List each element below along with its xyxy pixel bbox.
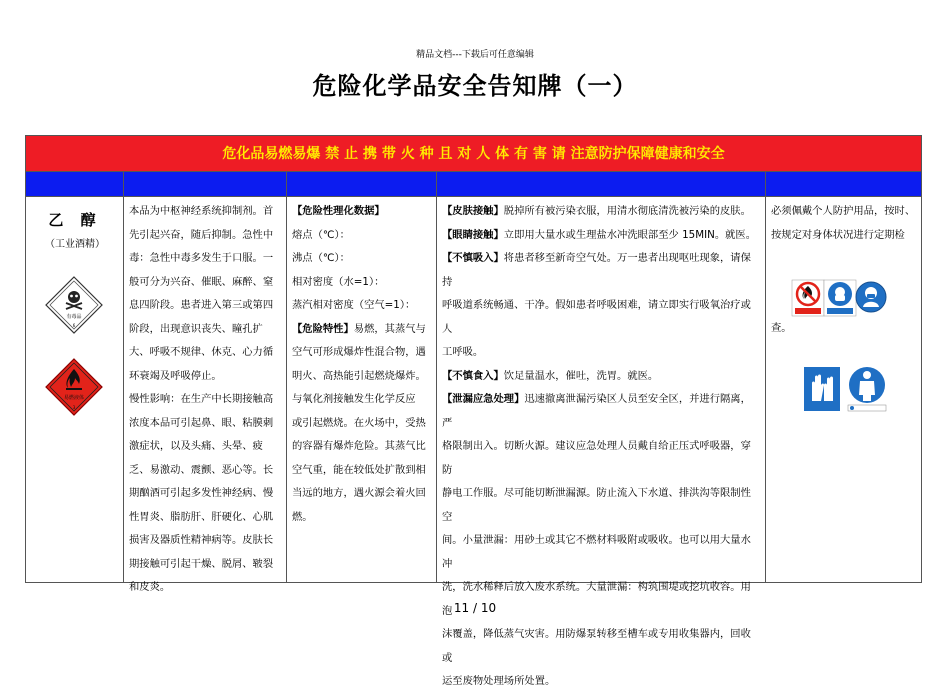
health-line: 浓度本品可引起鼻、眼、粘膜刺 xyxy=(129,416,274,429)
leak-text: 间。小量泄漏：用砂土或其它不燃材料吸附或吸收。也可以用大量水冲 xyxy=(442,534,751,570)
header-cell-2 xyxy=(124,172,287,197)
wear-mask-sign-icon xyxy=(824,280,856,316)
wear-respirator-sign-icon xyxy=(854,280,888,314)
health-line: 本品为中枢神经系统抑制剂。首 xyxy=(129,205,274,217)
wear-protective-suit-sign-icon xyxy=(844,365,890,413)
protection-line: 按规定对身体状况进行定期检 xyxy=(771,228,905,241)
health-hazard-cell xyxy=(124,197,287,593)
health-line: 大、呼吸不规律、休克、心力循 xyxy=(129,346,274,358)
hazard-property-line: 与氧化剂接触发生化学反应 xyxy=(292,393,416,405)
health-line: 阶段，出现意识丧失、瞳孔扩 xyxy=(129,322,263,335)
skin-contact-heading: 【皮肤接触】 xyxy=(442,205,504,217)
flammable-sign-icon xyxy=(44,357,104,417)
hazard-property-line: 空气可形成爆炸性混合物，遇 xyxy=(292,346,426,358)
protection-tail: 查。 xyxy=(771,322,792,334)
health-line: 慢性影响：在生产中长期接触高 xyxy=(129,393,274,405)
chemical-name: 乙 醇 xyxy=(48,211,102,229)
hazard-property-line: 燃。 xyxy=(292,510,313,523)
health-line: 和皮炎。 xyxy=(129,581,171,593)
toxic-sign-label: 有毒品 xyxy=(66,314,82,320)
leak-heading: 【泄漏应急处理】 xyxy=(442,393,525,405)
protection-line: 必须佩戴个人防护用品，按时、 xyxy=(771,205,916,217)
hazard-property-line: 空气重，能在较低处扩散到相 xyxy=(292,463,426,476)
leak-text: 格限制出入。切断火源。建议应急处理人员戴自给正压式呼吸器，穿防 xyxy=(442,440,751,476)
hazard-property-line: 或引起燃烧。在火场中，受热 xyxy=(292,416,426,429)
svg-text:6: 6 xyxy=(72,323,76,328)
physchem-line: 蒸汽相对密度（空气=1）： xyxy=(292,299,416,311)
health-line: 般可分为兴奋、催眠、麻醉、窒 xyxy=(129,275,274,288)
eye-contact-text: 立即用大量水或生理盐水冲洗眼部至少 15MIN。就医。 xyxy=(503,228,757,241)
eye-contact-heading: 【眼睛接触】 xyxy=(442,228,504,241)
physchem-data-heading: 【危险性理化数据】 xyxy=(292,205,385,217)
leak-text: 运至废物处理场所处置。 xyxy=(442,675,556,687)
header-cell-5 xyxy=(766,172,921,197)
leak-text: 洗，洗水稀释后放入废水系统。大量泄漏：构筑围堤或挖坑收容。用泡 xyxy=(442,581,751,617)
hazard-property-line: 当远的地方，遇火源会着火回 xyxy=(292,487,426,499)
leak-text: 静电工作服。尽可能切断泄漏源。防止流入下水道、排洪沟等限制性空 xyxy=(442,487,751,523)
wear-gloves-sign-icon xyxy=(804,367,840,411)
header-cell-3 xyxy=(287,172,437,197)
inhalation-heading: 【不慎吸入】 xyxy=(442,252,504,264)
svg-text:3: 3 xyxy=(72,405,76,410)
physchem-line: 相对密度（水=1）： xyxy=(292,275,385,288)
flammable-sign-label: 易燃液体 xyxy=(63,395,85,401)
health-line: 损害及器质性精神病等。皮肤长 xyxy=(129,534,274,546)
page-number: 11 / 10 xyxy=(453,601,497,615)
inhalation-text: 将患者移至新奇空气处。万一患者出现呕吐现象，请保持 xyxy=(442,252,751,288)
header-cell-1 xyxy=(26,172,124,197)
protection-cell xyxy=(766,197,921,582)
health-line: 毒：急性中毒多发生于口服。一 xyxy=(129,252,274,264)
health-line: 激症状，以及头痛、头晕、疲 xyxy=(129,440,263,452)
hazard-property-line: 的容器有爆炸危险。其蒸气比 xyxy=(292,440,426,452)
leak-text: 沫覆盖，降低蒸气灾害。用防爆泵转移至槽车或专用收集器内，回收或 xyxy=(442,628,751,664)
health-line: 息四阶段。患者进入第三或第四 xyxy=(129,299,274,311)
physchem-line: 熔点（℃）： xyxy=(292,228,350,241)
no-fire-sign-icon xyxy=(792,280,824,316)
inhalation-text: 呼吸道系统畅通、干净。假如患者呼吸困难，请立即实行吸氧治疗或人 xyxy=(442,299,751,335)
leak-text: 迅速撤离泄漏污染区人员至安全区，并进行隔离，严 xyxy=(442,393,751,429)
chemical-alias: （工业酒精） xyxy=(45,239,105,250)
page-title: 危险化学品安全告知牌（一） xyxy=(312,72,638,100)
ingestion-heading: 【不慎食入】 xyxy=(442,369,504,382)
hazard-property-heading: 【危险特性】 xyxy=(292,322,354,335)
health-line: 期接触可引起干燥、脱屑、皲裂 xyxy=(129,557,274,570)
physchem-cell xyxy=(287,197,437,582)
skin-contact-text: 脱掉所有被污染衣服，用清水彻底清洗被污染的皮肤。 xyxy=(503,205,751,217)
header-cell-4 xyxy=(437,172,766,197)
physchem-line: 沸点（℃）： xyxy=(292,252,350,264)
chemical-identity-cell xyxy=(26,197,124,582)
header-note: 精品文档---下载后可任意编辑 xyxy=(416,50,534,60)
ingestion-text: 饮足量温水，催吐，洗胃。就医。 xyxy=(503,369,659,382)
health-line: 先引起兴奋，随后抑制。急性中 xyxy=(129,228,274,241)
health-line: 性胃炎、脂肪肝、肝硬化、心肌 xyxy=(129,510,274,523)
health-line: 乏、易激动、震颤、恶心等。长 xyxy=(129,463,274,476)
inhalation-text: 工呼吸。 xyxy=(442,346,484,358)
toxic-sign-icon xyxy=(44,275,104,335)
warning-banner: 危化品易燃易爆 禁 止 携 带 火 种 且 对 人 体 有 害 请 注意防护保障健康和安全 xyxy=(26,136,921,172)
hazard-property-line: 易燃，其蒸气与 xyxy=(353,322,426,335)
health-line: 环衰竭及呼吸停止。 xyxy=(129,369,222,382)
hazard-property-line: 明火、高热能引起燃烧爆炸。 xyxy=(292,369,426,382)
health-line: 期酗酒可引起多发性神经病、慢 xyxy=(129,487,274,499)
